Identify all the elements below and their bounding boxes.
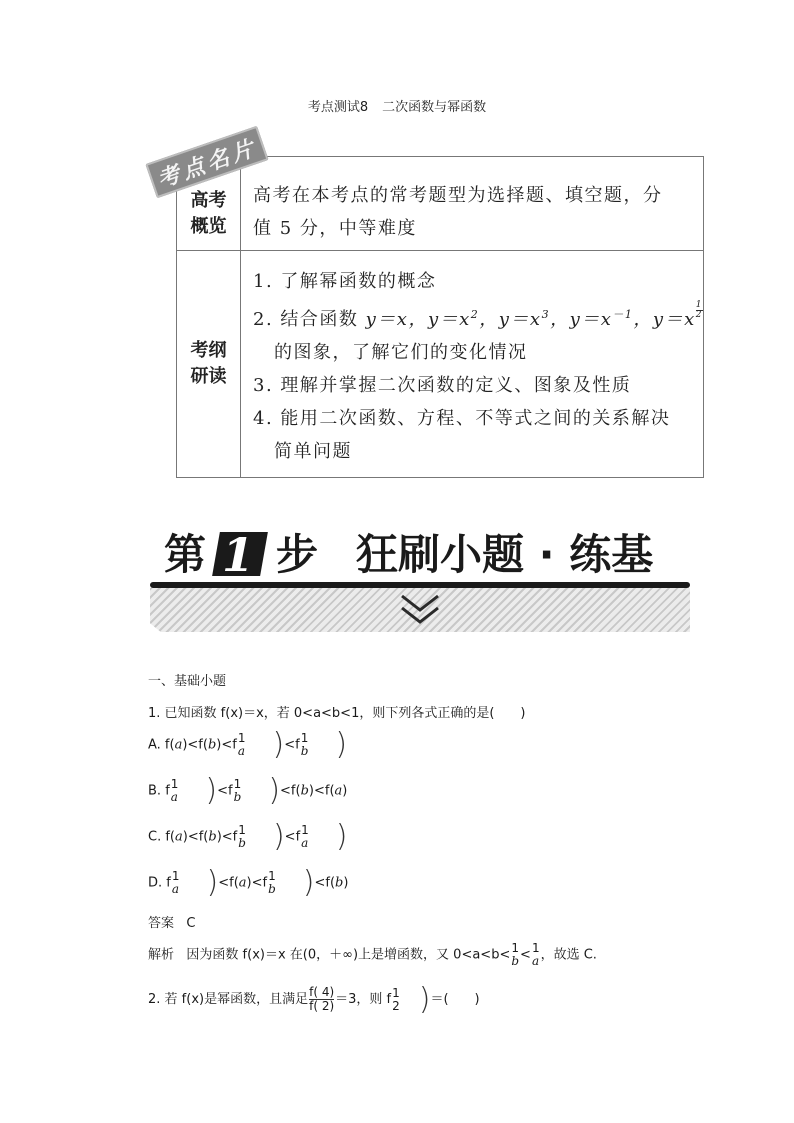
q2-end: ＝( ) [430,992,480,1007]
q1-option-b: B. f 1 a )<f 1 b )<f(b)<f(a) [148,773,348,808]
frac-1-b: 1 b [238,823,246,850]
ratio-f4-f2: $\frac{f( 4)}{f( 2)}$ [309,985,335,1013]
analysis-text: 因为函数 f(x)＝x 在(0，＋∞)上是增函数，又 0<a<b< [186,947,511,963]
banner-di: 第 [164,530,207,579]
q2-stem: 2. 若 f(x)是幂函数，且满足 $\frac{f( 4)}{f( 2)}$ ＝3，则 f 1 2 )＝( ) [148,981,480,1017]
section-heading: 一、基础小题 [148,674,227,689]
syllabus-item-2 [253,298,703,336]
frac-1-a: 1 a [301,823,309,850]
overview-label-line1: 高考 [190,189,227,211]
syllabus-row [177,251,703,477]
frac-1-b: 1 b [268,869,276,896]
frac-1-b: 1 b [511,941,520,968]
q1-option-c: C. f(a)<f(b)<f 1 b )<f 1 a ) [148,819,348,854]
q1-option-d: D. f 1 a )<f(a)<f 1 b )<f(b) [148,865,349,900]
overview-row [177,157,703,251]
analysis-line: 解析 因为函数 f(x)＝x 在(0，＋∞)上是增函数，又 0<a<b< 1 b < 1 a ，故选 C. [148,941,597,968]
q1-option-a-label: A. [148,737,161,753]
overview-label-line2: 概览 [190,215,227,237]
banner-rule [150,582,690,588]
frac-1-2: 1 2 [392,985,400,1013]
syllabus-label-line2: 研读 [190,366,227,387]
overview-line1: 高考在本考点的常考题型为选择题、填空题，分 [253,185,663,206]
power-function-list: y＝x，$y=x^2$，$y=x^3$，$y=x^{-1}$，y＝x $\frac{1}{2}$ [365,300,703,330]
analysis-end: ，故选 C. [540,947,597,963]
syllabus-item-4-cont: 简单问题 [274,441,352,462]
answer-label: 答案 [148,916,175,931]
q1-option-a: A. f(a)<f(b)<f 1 a )<f 1 b ) [148,727,348,762]
frac-1-a: 1 a [531,941,540,968]
banner-title: 狂刷小题 · 练基 [356,530,654,579]
q1-option-b-label: B. [148,783,162,799]
syllabus-item-1: 1. 了解幂函数的概念 [253,271,437,292]
overview-line2: 值 5 分，中等难度 [253,218,417,239]
q1-option-d-label: D. [148,875,163,891]
syllabus-content [253,265,703,468]
frac-1-a: 1 a [237,731,246,758]
banner-bu: 步 [276,530,319,579]
answer-line [148,912,196,931]
syllabus-item-2-prefix: 2. 结合函数 [253,309,366,330]
q1-stem: 1. 已知函数 f(x)＝x，若 0<a<b<1，则下列各式正确的是( ) [148,706,526,721]
stamp-text: 考点名片 [154,134,261,193]
double-chevron-down-icon [398,592,442,628]
half-exponent: $\frac{1}{2}$ [695,300,703,320]
syllabus-label-line1: 考纲 [190,340,227,361]
syllabus-item-3: 3. 理解并掌握二次函数的定义、图象及性质 [253,375,632,396]
frac-1-a: 1 a [171,869,180,896]
q1-option-c-label: C. [148,829,162,845]
page-header [0,96,794,115]
answer-value: C [186,916,196,931]
exam-card-table [176,156,704,478]
syllabus-item-2-cont: 的图象，了解它们的变化情况 [274,342,528,363]
syllabus-label [177,251,241,477]
analysis-label: 解析 [148,947,175,963]
q2-mid: ＝3，则 f [335,992,392,1007]
header-test-number: 考点测试8 [307,100,369,115]
header-topic: 二次函数与幂函数 [382,100,487,115]
frac-1-b: 1 b [300,731,309,758]
frac-1-b: 1 b [233,777,242,804]
frac-1-a: 1 a [170,777,179,804]
step-number: 1 [222,528,255,582]
syllabus-item-4: 4. 能用二次函数、方程、不等式之间的关系解决 [253,408,671,429]
q2-prefix: 2. 若 f(x)是幂函数，且满足 [148,992,309,1007]
step-banner [150,528,690,584]
overview-content [253,179,695,245]
